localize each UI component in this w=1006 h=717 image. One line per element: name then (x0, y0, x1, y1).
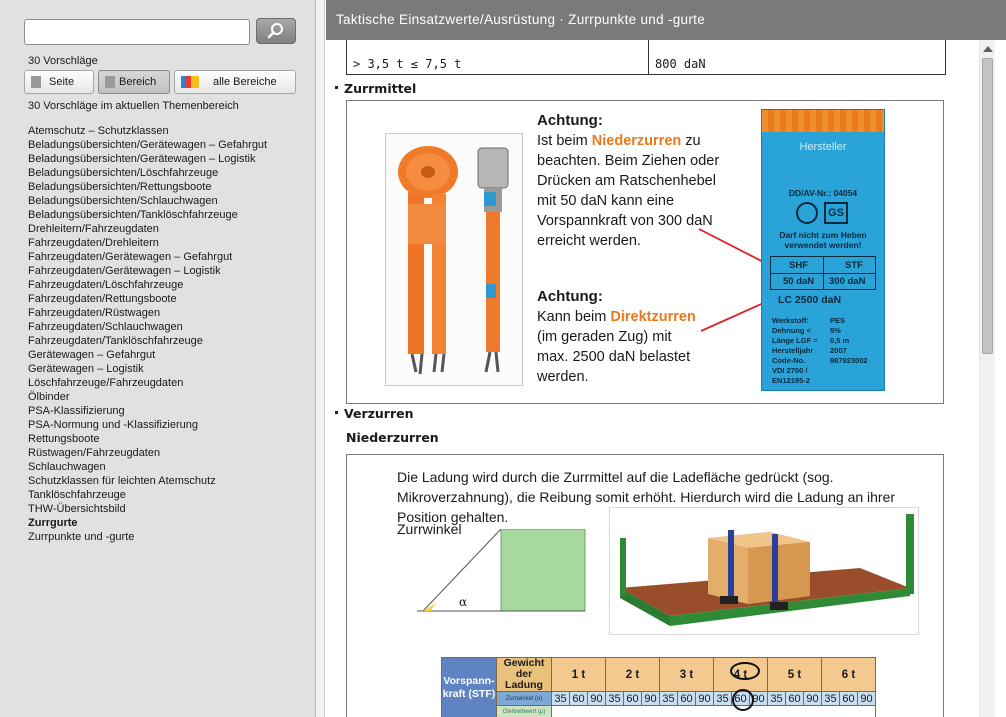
table-row (442, 706, 876, 717)
sidebar-topic-item[interactable]: Fahrzeugdaten/Gerätewagen – Gefahrgut (28, 251, 233, 263)
angle-cell: 35 (768, 692, 786, 706)
angle-cell: 35 (822, 692, 840, 706)
sidebar-topic-item[interactable]: Fahrzeugdaten/Löschfahrzeuge (28, 279, 184, 291)
tag-shf-value: 50 daN (783, 276, 815, 287)
sidebar-topic-item[interactable]: Fahrzeugdaten/Schlauchwagen (28, 321, 183, 333)
warning1-title: Achtung: (537, 112, 603, 129)
sidebar-topic-item[interactable]: Fahrzeugdaten/Rettungsboote (28, 293, 177, 305)
sidebar-topic-item[interactable]: Gerätewagen – Logistik (28, 363, 144, 375)
niederzurren-description: Die Ladung wird durch die Zurrmittel auf die Ladefläche gedrückt (sog. Mikroverzahnung), die Reibung somit erhöht. Hierdurch wird die Ladung an ihrer Position gehalten. (397, 469, 896, 525)
table-row (442, 658, 876, 692)
sidebar-topic-item[interactable]: Beladungsübersichten/Gerätewagen – Logistik (28, 153, 256, 165)
sidebar-topic-item[interactable]: Beladungsübersichten/Tanklöschfahrzeuge (28, 209, 238, 221)
all-areas-icon (181, 75, 201, 89)
scope-all-button[interactable] (174, 70, 296, 94)
sidebar-topic-item[interactable]: Fahrzeugdaten/Tanklöschfahrzeuge (28, 335, 203, 347)
sidebar-topic-item[interactable]: Rüstwagen/Fahrzeugdaten (28, 447, 161, 459)
sidebar-topic-item[interactable]: Drehleitern/Fahrzeugdaten (28, 223, 159, 235)
warning1-line1-end: zu (685, 133, 701, 149)
zurrwinkel-row-label: Zurrwinkel (α) (497, 692, 552, 706)
sidebar-topic-item[interactable]: Zurrgurte (28, 517, 78, 529)
weight-text: > 3,5 t ≤ 7,5 t (353, 56, 462, 71)
scope-all-label: alle Bereiche (213, 76, 277, 88)
tag-spec-row (772, 366, 868, 386)
scope-area-label: Bereich (119, 76, 157, 88)
angle-cell: 35 (552, 692, 570, 706)
weight-header: 5 t (768, 658, 822, 692)
tag-spec-value: 5% (830, 326, 841, 335)
sidebar-topic-item[interactable]: Gerätewagen – Gefahrgut (28, 349, 156, 361)
sidebar-topic-item[interactable]: Beladungsübersichten/Gerätewagen – Gefahrgut (28, 139, 268, 151)
warning1-line: beachten. Beim Ziehen oder (537, 153, 720, 169)
page-icon (31, 76, 41, 88)
tag-shf: SHF (789, 260, 808, 271)
tag-spec-row (772, 336, 868, 346)
weight-header: 6 t (822, 658, 876, 692)
sidebar-topic-item[interactable]: Löschfahrzeuge/Fahrzeugdaten (28, 377, 184, 389)
tag-spec-row (772, 316, 868, 326)
angle-cell: 90 (642, 692, 660, 706)
sidebar-topic-item[interactable]: Ölbinder (28, 391, 70, 403)
main-pane (326, 0, 1006, 717)
sidebar-topic-item[interactable]: Fahrzeugdaten/Gerätewagen – Logistik (28, 265, 221, 277)
sidebar-topic-item[interactable]: Schlauchwagen (28, 461, 106, 473)
angle-cell: 60 (840, 692, 858, 706)
tag-ddav: DD/AV-Nr.: 04054 (788, 188, 858, 198)
tag-spec-value: 0,5 m (830, 336, 850, 345)
warning1-line: mit 50 daN kann eine (537, 193, 675, 209)
strap-label-tag (761, 109, 885, 391)
page-title: Taktische Einsatzwerte/Ausrüstung · Zurrpunkte und -gurte (326, 0, 1006, 40)
angle-cell: 35 (606, 692, 624, 706)
sidebar-topic-item[interactable]: Atemschutz – Schutzklassen (28, 125, 169, 137)
angle-cell: 60 (624, 692, 642, 706)
weight-cell (347, 40, 649, 75)
warning2-line1: Kann beim (537, 309, 607, 325)
gs-icon: GS (824, 202, 848, 224)
content-scrollbar[interactable] (979, 40, 995, 717)
tag-stf: STF (845, 260, 863, 271)
alpha-symbol: α (459, 595, 468, 609)
tag-logos (796, 202, 848, 224)
warning2-title: Achtung: (537, 288, 603, 305)
tag-spec-key: Länge LGF = (772, 336, 818, 345)
content-area (326, 40, 978, 717)
weight-header: 4 t (714, 658, 768, 692)
sidebar-topic-item[interactable]: Beladungsübersichten/Schlauchwagen (28, 195, 218, 207)
angle-cell: 60 (678, 692, 696, 706)
warning2-line: max. 2500 daN belastet (537, 349, 691, 365)
topic-list (28, 124, 267, 544)
truck-load-image (609, 507, 919, 635)
search-icon (267, 22, 285, 40)
area-icon (105, 76, 115, 88)
sidebar-topic-item[interactable]: Schutzklassen für leichten Atemschutz (28, 475, 216, 487)
search-button[interactable] (256, 18, 296, 44)
sidebar-topic-item[interactable]: Rettungsboote (28, 433, 100, 445)
niederzurren-figure (346, 454, 944, 717)
table-row (442, 692, 876, 706)
angle-cell: 90 (858, 692, 876, 706)
weights-table (346, 40, 946, 75)
sidebar-topic-item[interactable]: PSA-Klassifizierung (28, 405, 125, 417)
value-text: 800 daN (655, 56, 706, 71)
zurrwinkel-diagram (417, 529, 587, 613)
section-zurrmittel (335, 81, 416, 96)
tag-spec-key: Code-No. (772, 356, 806, 365)
tag-spec-value: 987923002 (830, 356, 868, 365)
weight-header: 3 t (660, 658, 714, 692)
warning1-line: Vorspannkraft von 300 daN (537, 213, 713, 229)
row-header: Vorspann- kraft (STF) (442, 658, 497, 717)
table-row (347, 40, 946, 75)
weight-header: 1 t (552, 658, 606, 692)
tag-warning-line: verwendet werden! (784, 240, 862, 250)
warning2-line: (im geraden Zug) mit (537, 329, 672, 345)
sub-heading-niederzurren: Niederzurren (346, 430, 439, 445)
angle-cell: 35 (660, 692, 678, 706)
value-cell (649, 40, 946, 75)
sidebar-topic-item[interactable]: THW-Übersichtsbild (28, 503, 126, 515)
truck-cargo-icon (610, 508, 919, 635)
highlight-circle-60 (732, 689, 754, 711)
warning2-line: werden. (537, 369, 589, 385)
sidebar-topic-item[interactable]: Tanklöschfahrzeuge (28, 489, 126, 501)
sidebar-topic-item[interactable]: Beladungsübersichten/Rettungsboote (28, 181, 212, 193)
angle-cell: 90 (696, 692, 714, 706)
tag-spec-value: PES (830, 316, 846, 325)
tag-lc: LC 2500 daN (778, 294, 842, 306)
angle-cell: 60 (786, 692, 804, 706)
sidebar-topic-item[interactable]: Beladungsübersichten/Löschfahrzeuge (28, 167, 219, 179)
tag-spec-key: Werkstoff: (772, 316, 809, 325)
tag-spec-key: VDI 2700 / EN12195-2 (772, 366, 810, 385)
scope-page-label: Seite (49, 76, 75, 88)
angle-cell: 90 (750, 692, 768, 706)
tag-warning-line: Darf nicht zum Heben (779, 230, 867, 240)
section-zurrmittel-label: Zurrmittel (344, 81, 417, 96)
certification-seal-icon (796, 202, 818, 224)
warning1-line: Drücken am Ratschenhebel (537, 173, 716, 189)
scope-area-button[interactable] (98, 70, 170, 94)
tag-values-grid (770, 256, 876, 290)
angle-cell: 90 (804, 692, 822, 706)
tag-spec-key: Herstelljahr (772, 346, 814, 355)
sidebar-topic-item[interactable]: PSA-Normung und -Klassifizierung (28, 419, 198, 431)
angle-cell: 60 (732, 692, 750, 706)
warning1-line1: Ist beim (537, 133, 588, 149)
col-header: Gewicht der Ladung (497, 658, 552, 692)
search-input[interactable] (24, 19, 250, 45)
scrollbar-thumb[interactable] (982, 58, 993, 354)
scope-page-button[interactable] (24, 70, 94, 94)
warning1-line: erreicht werden. (537, 233, 641, 249)
sidebar-topic-item[interactable]: Fahrzeugdaten/Rüstwagen (28, 307, 161, 319)
tag-strap-edge (762, 110, 884, 132)
sidebar-topic-item[interactable]: Fahrzeugdaten/Drehleitern (28, 237, 159, 249)
sidebar (0, 0, 316, 717)
zurrmittel-figure (346, 100, 944, 404)
tag-spec-row (772, 346, 868, 356)
section-verzurren (335, 406, 414, 421)
highlight-circle-4t (730, 662, 760, 680)
angle-cell: 35 (714, 692, 732, 706)
tag-stf-value: 300 daN (829, 276, 866, 287)
zurrwinkel-label: Zurrwinkel (397, 521, 462, 537)
section-verzurren-label: Verzurren (344, 406, 414, 421)
weight-header: 2 t (606, 658, 660, 692)
angle-cell: 90 (588, 692, 606, 706)
suggestions-count: 30 Vorschläge (28, 55, 98, 67)
tag-spec-row (772, 326, 868, 336)
tag-hersteller: Hersteller (799, 141, 847, 153)
tag-spec-row (772, 356, 868, 366)
warning2-highlight: Direktzurren (610, 309, 696, 325)
tag-specs (772, 316, 868, 386)
angle-cell: 60 (570, 692, 588, 706)
zurr-table (441, 657, 876, 717)
tag-spec-value: 2007 (830, 346, 847, 355)
scroll-up-icon[interactable] (983, 46, 993, 52)
tag-spec-key: Dehnung < (772, 326, 811, 335)
scope-hint: 30 Vorschläge im aktuellen Themenbereich (28, 100, 239, 112)
pane-divider[interactable] (316, 0, 325, 717)
gleitreibwert-row-label: Gleitreibwert (μ) (497, 706, 552, 717)
warning1-highlight: Niederzurren (591, 133, 682, 149)
sidebar-topic-item[interactable]: Zurrpunkte und -gurte (28, 531, 135, 543)
